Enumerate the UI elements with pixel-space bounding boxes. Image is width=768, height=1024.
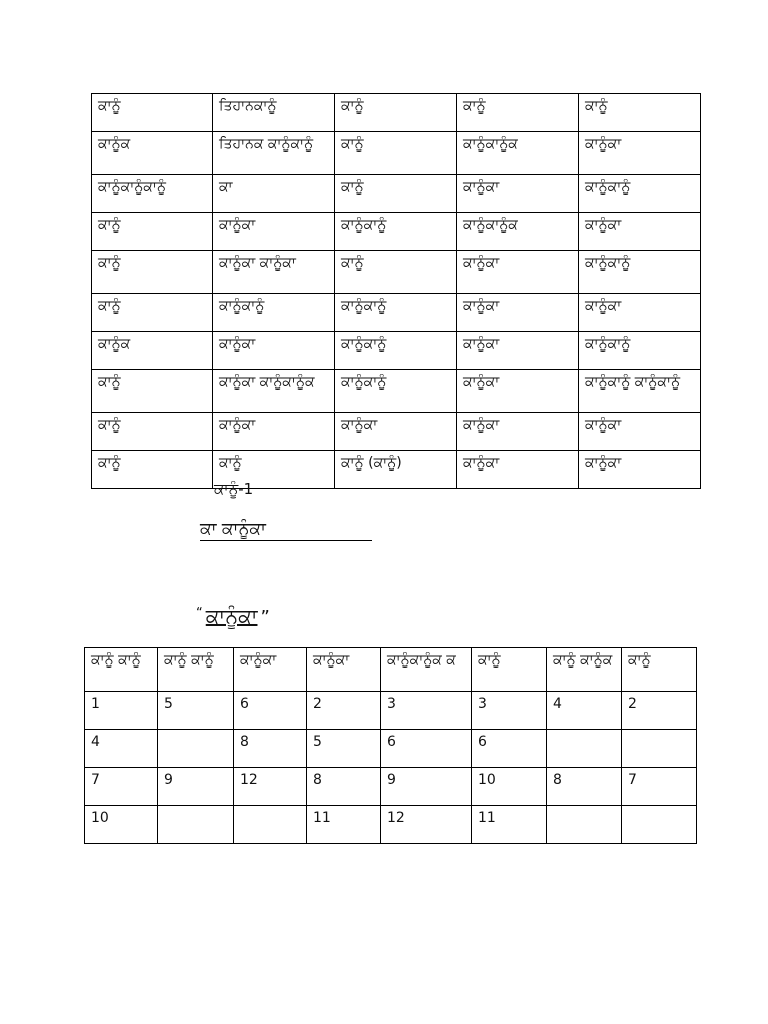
- table-header-row: [85, 648, 697, 692]
- quoted-title-text: ਕਾਨੂੰਕਾ: [205, 604, 258, 628]
- table-cell: [158, 730, 234, 768]
- table-cell: 12: [234, 768, 307, 806]
- table-row: [92, 132, 701, 175]
- table-cell: ਕਾਨੂੰਕਾ: [457, 370, 579, 413]
- table-cell: [547, 806, 622, 844]
- section-heading: ਕਾ ਕਾਨੂੰਕਾ: [200, 519, 372, 541]
- table-cell: ਕਾਨੂੰਕਾ: [457, 413, 579, 451]
- table-row: [85, 730, 697, 768]
- table-header-cell: ਕਾਨੂੰ ਕਾਨੂੰ: [85, 648, 158, 692]
- table-header-cell: ਕਾਨੂੰ ਕਾਨੂੰ: [158, 648, 234, 692]
- table-cell: ਕਾਨੂੰਕਾ: [457, 332, 579, 370]
- table-cell: 8: [307, 768, 381, 806]
- table-cell: ਤਿਹਾਨਕਾਨੂੰ: [213, 94, 335, 132]
- table-header-cell: ਕਾਨੂੰ: [472, 648, 547, 692]
- table-cell: ਕਾਨੂੰਕਾਨੂੰਕ: [457, 213, 579, 251]
- table-cell: ਕਾਨੂੰਕਾ: [457, 251, 579, 294]
- table-cell: 8: [547, 768, 622, 806]
- table-cell: ਕਾਨੂੰਕਾਨੂੰਕਾਨੂੰ: [92, 175, 213, 213]
- table-cell: ਕਾਨੂੰਕ: [92, 332, 213, 370]
- table-cell: 3: [381, 692, 472, 730]
- table-cell: ਕਾਨੂੰਕਾ: [579, 213, 701, 251]
- table-cell: 6: [472, 730, 547, 768]
- table-row: [92, 370, 701, 413]
- table-cell: ਕਾਨੂੰ: [335, 175, 457, 213]
- table-cell: ਕਾਨੂੰ: [92, 251, 213, 294]
- table-cell: 7: [85, 768, 158, 806]
- table-cell: ਕਾਨੂੰਕਾਨੂੰ: [579, 251, 701, 294]
- table-cell: 1: [85, 692, 158, 730]
- table-cell: [622, 806, 697, 844]
- table-header-cell: ਕਾਨੂੰ ਕਾਨੂੰਕ: [547, 648, 622, 692]
- table-cell: 12: [381, 806, 472, 844]
- table-cell: 8: [234, 730, 307, 768]
- table-cell: 6: [234, 692, 307, 730]
- table-cell: 5: [307, 730, 381, 768]
- quoted-title: [196, 601, 270, 631]
- table-cell: ਕਾਨੂੰ: [335, 94, 457, 132]
- table-header-cell: ਕਾਨੂੰ: [622, 648, 697, 692]
- table-cell: 4: [85, 730, 158, 768]
- table-cell: ਕਾ: [213, 175, 335, 213]
- table-cell: ਕਾਨੂੰਕਾਨੂੰ ਕਾਨੂੰਕਾਨੂੰ: [579, 370, 701, 413]
- data-table-2: [84, 647, 697, 844]
- table-cell: ਕਾਨੂੰ: [335, 251, 457, 294]
- table-row: [92, 94, 701, 132]
- table-cell: 10: [472, 768, 547, 806]
- table-cell: ਕਾਨੂੰ: [92, 213, 213, 251]
- table-cell: ਕਾਨੂੰਕਾ: [213, 413, 335, 451]
- table-cell: ਕਾਨੂੰਕਾਨੂੰ: [579, 332, 701, 370]
- table-cell: 11: [307, 806, 381, 844]
- table-cell: 9: [381, 768, 472, 806]
- table-cell: ਕਾਨੂੰਕਾ: [457, 451, 579, 489]
- table-cell: ਕਾਨੂੰਕਾਨੂੰ: [335, 294, 457, 332]
- table-cell: 5: [158, 692, 234, 730]
- table-cell: ਤਿਹਾਨਕ ਕਾਨੂੰਕਾਨੂੰ: [213, 132, 335, 175]
- table-cell: ਕਾਨੂੰਕਾਨੂੰ: [335, 332, 457, 370]
- table-cell: 9: [158, 768, 234, 806]
- table-cell: 7: [622, 768, 697, 806]
- table-cell: ਕਾਨੂੰ: [92, 94, 213, 132]
- table-row: [92, 332, 701, 370]
- table-row: [92, 175, 701, 213]
- table-cell: 2: [622, 692, 697, 730]
- table-cell: [158, 806, 234, 844]
- table-cell: ਕਾਨੂੰਕ: [92, 132, 213, 175]
- table-header-cell: ਕਾਨੂੰਕਾ: [234, 648, 307, 692]
- table-cell: [234, 806, 307, 844]
- data-table-1: [91, 93, 701, 489]
- table-header-cell: ਕਾਨੂੰਕਾ: [307, 648, 381, 692]
- table-cell: 11: [472, 806, 547, 844]
- close-quote: ”: [260, 607, 270, 628]
- table-cell: 6: [381, 730, 472, 768]
- table-header-cell: ਕਾਨੂੰਕਾਨੂੰਕ ਕ: [381, 648, 472, 692]
- table-row: [92, 413, 701, 451]
- table-cell: ਕਾਨੂੰ: [92, 370, 213, 413]
- table-row: [85, 692, 697, 730]
- table-cell: ਕਾਨੂੰ: [457, 94, 579, 132]
- table-cell: ਕਾਨੂੰ: [92, 294, 213, 332]
- table-cell: 4: [547, 692, 622, 730]
- table-cell: ਕਾਨੂੰਕਾ: [213, 213, 335, 251]
- table-cell: [547, 730, 622, 768]
- table-cell: ਕਾਨੂੰਕਾ: [213, 332, 335, 370]
- table-row: [92, 251, 701, 294]
- table-cell: 3: [472, 692, 547, 730]
- table-row: [85, 806, 697, 844]
- table-cell: ਕਾਨੂੰ: [92, 451, 213, 489]
- table-caption: ਕਾਨੂੰ-1: [214, 480, 254, 498]
- table-row: [92, 213, 701, 251]
- table-cell: ਕਾਨੂੰਕਾ: [457, 175, 579, 213]
- table-cell: ਕਾਨੂੰਕਾਨੂੰਕ: [457, 132, 579, 175]
- table-cell: ਕਾਨੂੰ: [213, 451, 335, 489]
- table-cell: ਕਾਨੂੰ: [92, 413, 213, 451]
- table-cell: ਕਾਨੂੰਕਾ: [579, 294, 701, 332]
- open-quote: “: [196, 606, 203, 621]
- table-cell: ਕਾਨੂੰਕਾ: [579, 451, 701, 489]
- table-cell: ਕਾਨੂੰਕਾ: [457, 294, 579, 332]
- table-cell: ਕਾਨੂੰਕਾ: [579, 132, 701, 175]
- table-cell: 10: [85, 806, 158, 844]
- table-cell: 2: [307, 692, 381, 730]
- table-cell: ਕਾਨੂੰਕਾ: [335, 413, 457, 451]
- table-cell: ਕਾਨੂੰਕਾ: [579, 413, 701, 451]
- table-cell: ਕਾਨੂੰਕਾਨੂੰ: [335, 370, 457, 413]
- table-cell: ਕਾਨੂੰਕਾਨੂੰ: [579, 175, 701, 213]
- table-cell: ਕਾਨੂੰ: [579, 94, 701, 132]
- table-row: [92, 294, 701, 332]
- table-row: [92, 451, 701, 489]
- table-cell: ਕਾਨੂੰਕਾ ਕਾਨੂੰਕਾ: [213, 251, 335, 294]
- table-cell: ਕਾਨੂੰਕਾਨੂੰ: [213, 294, 335, 332]
- table-cell: ਕਾਨੂੰਕਾ ਕਾਨੂੰਕਾਨੂੰਕ: [213, 370, 335, 413]
- table-cell: ਕਾਨੂੰ: [335, 132, 457, 175]
- table-cell: [622, 730, 697, 768]
- table-cell: ਕਾਨੂੰ (ਕਾਨੂੰ): [335, 451, 457, 489]
- table-cell: ਕਾਨੂੰਕਾਨੂੰ: [335, 213, 457, 251]
- table-row: [85, 768, 697, 806]
